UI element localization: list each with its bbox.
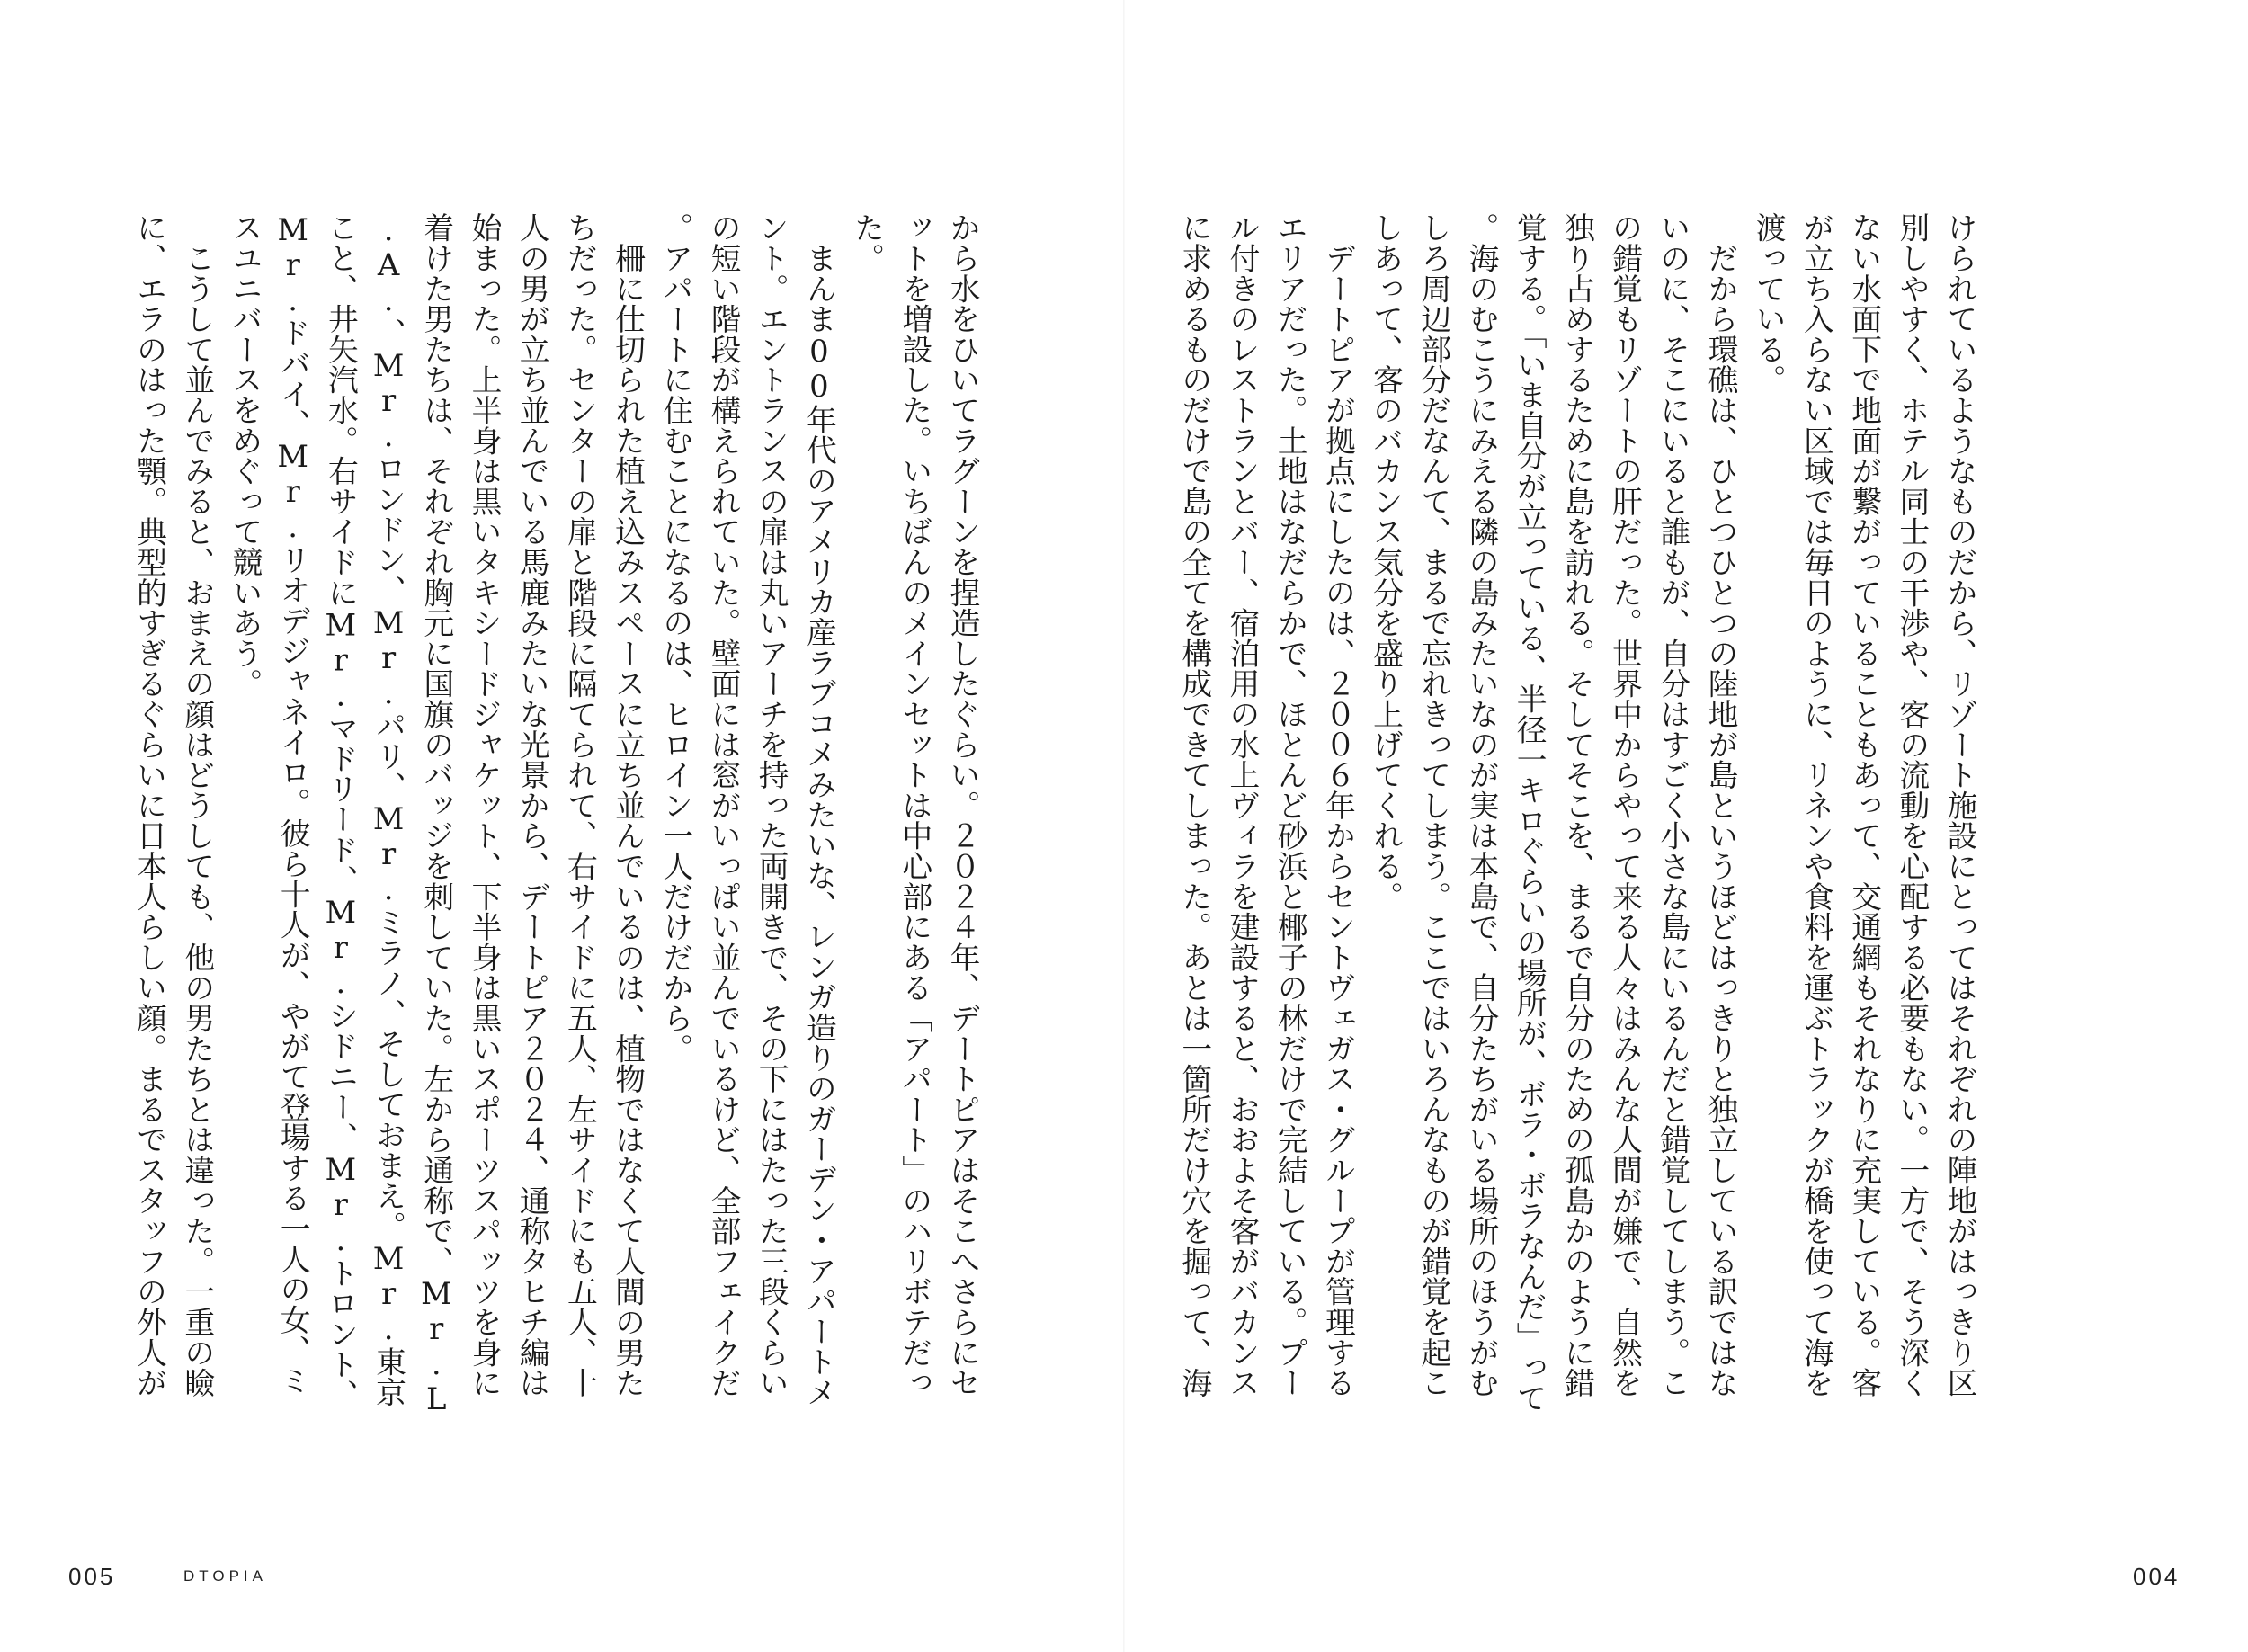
right-page-body-text: けられているようなものだから、リゾート施設にとってはそれぞれの陣地がはっきり区別しやすく、ホテル同士の干渉や、客の流動を心配する必要もない。一方で、そう深くない水面下で地面が繋がっていることもあって、交通網もそれなりに充実している。客が立ち入らない区域では毎日のように、リネンや食料を運ぶトラックが橋を使って海を渡っている。 だから環礁は、ひとつひとつの陸地が島というほどはっきりと独立している訳ではないのに、そこにいると誰もが、自分はすごく小さな島にいるんだと錯覚してしまう。この錯覚もリゾートの肝だった。世界中からやって来る人々はみんな人間が嫌で、自然を独り占めするために島を訪れる。そしてそこを、まるで自分のための孤島かのように錯覚する。「いま自分が立っている、半径一キロぐらいの場所が、ボラ・ボラなんだ」って。海のむこうにみえる隣の島みたいなのが実は本島で、自分たちがいる場所のほうがむしろ周辺部分だなんて、まるで忘れきってしまう。ここではいろんなものが錯覚を起こしあって、客のバカンス気分を盛り上げてくれる。 デートピアが拠点にしたのは、２００６年からセントヴェガス・グループが管理するエリアだった。土地はなだらかで、ほとんど砂浜と椰子の林だけで完結している。プール付きのレストランとバー、宿泊用の水上ヴィラを建設すると、おおよそ客がバカンスに求めるものだけで島の全てを構成できてしまった。あとは一箇所だけ穴を掘って、海 xyxy=(1176,212,1977,1414)
running-head-title: DTOPIA xyxy=(183,1567,267,1585)
right-page-number: 004 xyxy=(2133,1563,2181,1590)
left-page-number: 005 xyxy=(68,1563,116,1590)
left-page-body-text: から水をひいてラグーンを捏造したぐらい。２０２４年、デートピアはそこへさらにセットを増設した。いちばんのメインセットは中心部にある「アパート」のハリボテだった。 まんま00年代のアメリカ産ラブコメみたいな、レンガ造りのガーデン・アパートメント。エントランスの扉は丸いアーチを持った両開きで、その下にはたった三段くらいの短い階段が構えられていた。壁面には窓がいっぱい並んでいるけど、全部フェイクだ。アパートに住むことになるのは、ヒロイン一人だけだから。 柵に仕切られた植え込みスペースに立ち並んでいるのは、植物ではなくて人間の男たちだった。センターの扉と階段に隔てられて、右サイドに五人、左サイドにも五人、十人の男が立ち並んでいる馬鹿みたいな光景から、デートピア２０２４、通称タヒチ編は始まった。上半身は黒いタキシードジャケット、下半身は黒いスポーツスパッツを身に着けた男たちは、それぞれ胸元に国旗のバッジを刺していた。左から通称で、Mr.L.A.、Mr.ロンドン、Mr.パリ、Mr.ミラノ、そしておまえ。Mr.東京こと、井矢汽水。右サイドにMr.マドリード、Mr.シドニー、Mr.トロント、Mr.ドバイ、Mr.リオデジャネイロ。彼ら十人が、やがて登場する一人の女、ミスユニバースをめぐって競いあう。 こうして並んでみると、おまえの顔はどうしても、他の男たちとは違った。一重の瞼に、エラのはった顎。典型的すぎるぐらいに日本人らしい顔。まるでスタッフの外人が xyxy=(131,212,980,1416)
spread-gutter xyxy=(1123,0,1125,1652)
